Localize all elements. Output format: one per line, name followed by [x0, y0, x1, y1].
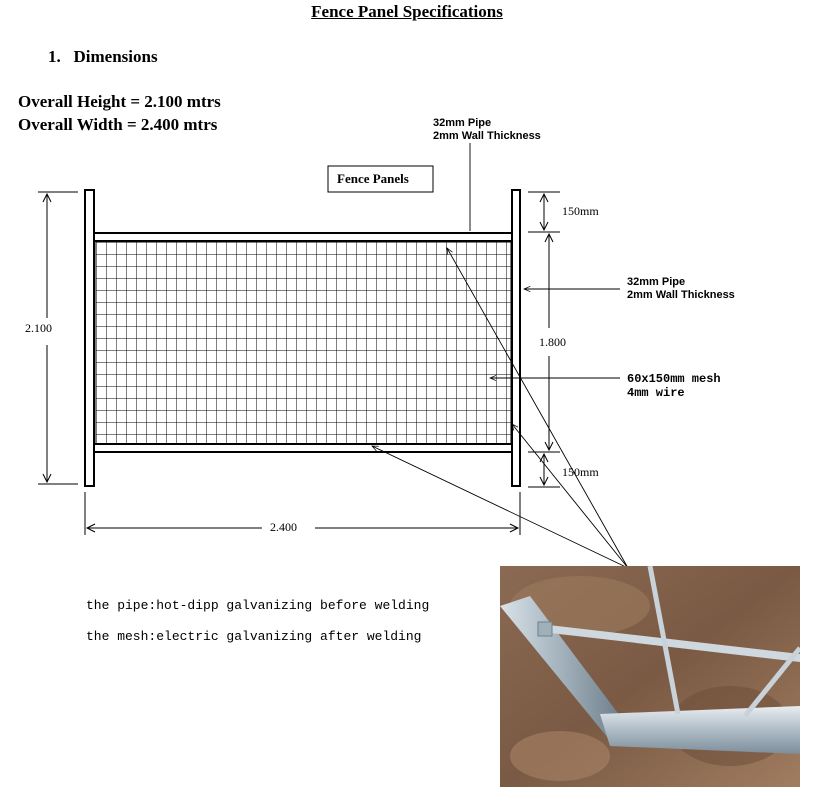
post-pipe-note-line2: 2mm Wall Thickness [627, 289, 735, 301]
top-pipe-note [433, 117, 541, 143]
overall-height-dimension [38, 192, 78, 484]
dimension-overall-height: 2.100 [25, 321, 52, 335]
page-title: Fence Panel Specifications [311, 2, 503, 21]
note-mesh: the mesh:electric galvanizing after welding [86, 629, 422, 644]
top-rail [94, 233, 512, 241]
post-pipe-note-line1: 32mm Pipe [627, 276, 686, 288]
bottom-rail [94, 444, 512, 452]
section-number: 1. [48, 47, 61, 66]
dimension-top-gap: 150mm [562, 204, 599, 218]
joint-photo [500, 566, 800, 787]
left-post [85, 190, 94, 486]
section-title: Dimensions [73, 47, 158, 66]
wire-mesh [96, 242, 511, 444]
overall-width-text: Overall Width = 2.400 mtrs [18, 115, 218, 134]
note-pipe: the pipe:hot-dipp galvanizing before welding [86, 598, 430, 613]
joint-photo-illustration [500, 566, 800, 787]
dimension-overall-width: 2.400 [270, 520, 297, 534]
top-pipe-note-line1: 32mm Pipe [433, 117, 492, 129]
photo-bottom-pipe [600, 706, 800, 754]
mesh-note-line1: 60x150mm mesh [627, 372, 721, 386]
panel-label: Fence Panels [337, 171, 409, 186]
right-post [512, 190, 520, 486]
mesh-note [627, 372, 721, 400]
mesh-note-line2: 4mm wire [627, 386, 685, 400]
top-pipe-note-line2: 2mm Wall Thickness [433, 130, 541, 142]
dimension-bottom-gap: 150mm [562, 465, 599, 479]
overall-width-dimension [85, 492, 520, 535]
galvanizing-notes [86, 590, 429, 652]
post-pipe-note [627, 276, 735, 302]
overall-height-text: Overall Height = 2.100 mtrs [18, 92, 221, 111]
dimension-mesh-height: 1.800 [539, 335, 566, 349]
